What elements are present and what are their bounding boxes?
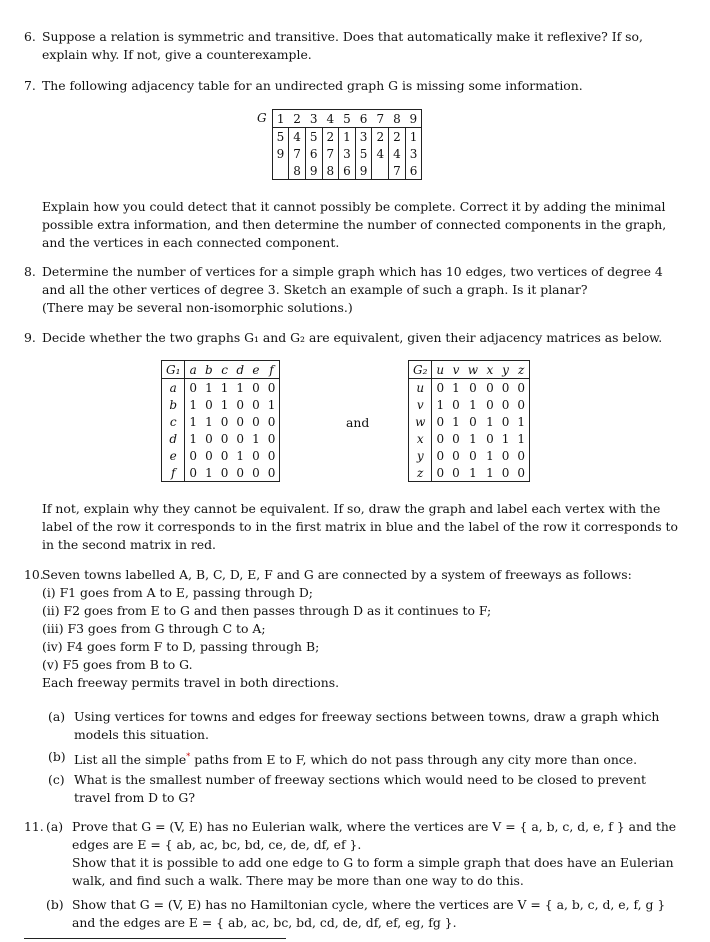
matrix-cell: 0 [252,465,260,480]
matrix-row [409,464,530,482]
matrix-col-header: c [217,361,233,379]
question-intro: The following adjacency table for an undirected graph G is missing some information. [42,78,583,93]
list-item: (i) F1 goes from A to E, passing through D; [42,585,313,600]
question-9-body [24,500,686,554]
matrix-cell: 1 [236,448,245,463]
adjacency-table [253,109,422,180]
matrix-col-header: d [232,361,248,379]
table-cell: 7 [289,145,306,162]
matrix-cell: 0 [236,414,245,429]
subquestion-text: What is the smallest number of freeway sections which would need to be closed to prevent travel from D to G? [74,772,646,805]
table-cell: 8 [389,110,406,128]
matrix-cell: 1 [486,465,494,480]
subquestion-text: List all the simple [74,752,187,768]
matrix-cell: 1 [205,414,213,429]
matrix-cell: 0 [486,397,494,412]
matrix-cell: 1 [220,397,229,412]
question-text: Determine the number of vertices for a simple graph which has 10 edges, two vertices of degree 4 and all the other vertices of degree 3. Sketch an example of such a graph. Is it planar? [42,264,663,297]
table-cell: 1 [272,110,289,128]
matrix-cell: 1 [486,414,494,429]
matrix-col-header: x [482,361,498,379]
matrix-col-header: b [201,361,217,379]
matrix-label: G₂ [409,361,432,379]
matrix-row [162,396,280,413]
question-text: Suppose a relation is symmetric and transitive. Does that automatically make it reflexive? If so, explain why. If not, give a counterexample. [42,29,643,62]
table-cell: 7 [372,110,389,128]
subquestion-label: (b) [48,749,66,764]
footnote-mark: * [186,752,191,761]
question-11a [46,818,686,890]
matrix-cell: 0 [252,414,260,429]
table-cell: 5 [305,128,322,146]
matrix-row-header: d [162,430,185,447]
matrix-row [162,430,280,447]
table-cell: 9 [355,162,372,180]
table-cell: 3 [339,145,356,162]
matrix-row [409,379,530,397]
question-10c [48,771,684,807]
matrix-cell: 0 [189,380,198,395]
list-item: (iv) F4 goes form F to D, passing through B; [42,639,320,654]
matrix-cell: 1 [252,431,260,446]
matrix-cell: 1 [436,397,445,412]
matrix-cell: 0 [220,448,229,463]
matrix-cell: 0 [501,380,510,395]
matrix-row [409,396,530,413]
matrix-row-header: z [409,464,432,482]
table-cell: 3 [405,145,422,162]
table-cell: 3 [305,110,322,128]
question-7 [24,77,686,95]
question-intro: Seven towns labelled A, B, C, D, E, F and G are connected by a system of freeways as follows: [42,567,632,582]
matrix-cell: 1 [517,414,525,429]
matrix-cell: 0 [501,397,510,412]
matrix-cell: 1 [501,431,510,446]
table-cell: 5 [355,145,372,162]
matrix-cell: 0 [469,380,477,395]
table-cell: 1 [339,128,356,146]
table-cell: 5 [339,110,356,128]
matrix-row [409,430,530,447]
list-item: (v) F5 goes from B to G. [42,657,193,672]
matrix-row-header: w [409,413,432,430]
table-cell: 7 [322,145,339,162]
matrix-cell: 0 [252,448,260,463]
subquestion-label: (b) [46,897,64,912]
matrix-cell: 0 [486,431,494,446]
matrix-cell: 1 [189,414,198,429]
subquestion-text: Prove that G = (V, E) has no Eulerian walk, where the vertices are V = { a, b, c, d, e, f } and the edges are E = { ab, ac, bc, bd, ce, de, df, ef }. [72,819,677,852]
matrix-cell: 1 [452,414,460,429]
matrix-cell: 0 [267,465,276,480]
matrix-cell: 1 [267,397,276,412]
subquestion-label: (a) [48,709,66,724]
matrix-cell: 0 [205,397,213,412]
question-10b [48,748,684,769]
matrix-row [162,413,280,430]
table-cell: 6 [405,162,422,180]
question-intro: Decide whether the two graphs G₁ and G₂ are equivalent, given their adjacency matrices as below. [42,330,663,345]
matrix-cell: 0 [436,465,445,480]
matrix-row-header: b [162,396,185,413]
matrix-cell: 1 [452,380,460,395]
matrix-row-header: e [162,447,185,464]
question-note: (There may be several non-isomorphic solutions.) [42,300,353,315]
table-cell: 7 [389,162,406,180]
table-label: G [257,110,267,125]
matrix-row-header: x [409,430,432,447]
matrix-cell: 0 [267,448,276,463]
table-cell [272,162,289,180]
matrix-cell: 0 [267,380,276,395]
question-number: 9. [24,330,36,345]
matrix-cell: 0 [205,448,213,463]
question-number: 10. [24,567,44,582]
matrix-cell: 1 [486,448,494,463]
subquestion-text: Using vertices for towns and edges for freeway sections between towns, draw a graph which models this situation. [74,709,660,742]
matrix-label: G₁ [162,361,185,379]
matrix-cell: 0 [267,414,276,429]
question-10 [24,566,686,692]
matrix-row-header: v [409,396,432,413]
matrix-cell: 0 [252,380,260,395]
subquestion-label: (c) [48,772,65,787]
matrix-cell: 0 [486,380,494,395]
matrix-cell: 0 [469,414,477,429]
table-cell: 4 [389,145,406,162]
table-cell: 6 [339,162,356,180]
matrix-cell: 0 [436,431,445,446]
table-cell [372,162,389,180]
table-cell: 1 [405,128,422,146]
matrix-cell: 0 [501,448,510,463]
matrix-cell: 1 [469,397,477,412]
matrix-cell: 0 [220,414,229,429]
table-cell: 3 [355,128,372,146]
matrix-row [409,447,530,464]
matrix-cell: 0 [220,431,229,446]
matrix-cell: 0 [436,448,445,463]
matrix-cell: 0 [501,414,510,429]
matrix-row-header: c [162,413,185,430]
matrix-cell: 0 [189,465,198,480]
matrix-col-header: w [464,361,482,379]
matrix-cell: 0 [436,414,445,429]
matrix-cell: 1 [517,431,525,446]
matrix-row-header: y [409,447,432,464]
subquestion-text-2: Show that it is possible to add one edge to G to form a simple graph that does have an Eulerian walk, and find such a walk. There may be more than one way to do this. [72,855,674,888]
matrix-col-header: v [448,361,464,379]
matrix-cell: 1 [189,397,198,412]
matrix-cell: 0 [236,397,245,412]
table-cell: 9 [305,162,322,180]
matrix-cell: 1 [205,380,213,395]
question-text: If not, explain why they cannot be equivalent. If so, draw the graph and label each vertex with the label of the row it corresponds to in the first matrix in blue and the label of the row it corresponds to in the second matrix in red. [42,501,678,552]
question-10a [48,708,684,744]
question-7-body [24,198,686,252]
adjacency-matrix-g2 [408,360,530,482]
matrix-col-header: f [264,361,280,379]
table-cell: 4 [289,128,306,146]
question-9 [24,329,686,347]
matrix-row [162,447,280,464]
matrix-cell: 1 [189,431,198,446]
matrix-col-header: a [185,361,201,379]
question-6 [24,28,686,64]
matrix-col-header: y [498,361,514,379]
table-cell: 5 [272,128,289,146]
table-cell: 2 [372,128,389,146]
table-cell: 9 [272,145,289,162]
matrix-row-header: u [409,379,432,397]
matrix-cell: 0 [517,380,525,395]
matrix-row [409,413,530,430]
question-8 [24,263,686,317]
question-text: Explain how you could detect that it cannot possibly be complete. Correct it by adding the minimal possible extra information, and then determine the number of connected components in the graph, and the vertices in each connected component. [42,199,667,250]
matrix-cell: 1 [236,380,245,395]
matrix-cell: 0 [452,448,460,463]
table-cell: 4 [372,145,389,162]
matrix-row-header: f [162,464,185,482]
footnote-rule [24,938,286,939]
matrix-cell: 0 [517,397,525,412]
matrix-row-header: a [162,379,185,397]
question-number: 8. [24,264,36,279]
table-cell: 8 [289,162,306,180]
and-connector: and [346,415,370,430]
matrix-cell: 0 [452,431,460,446]
matrix-cell: 0 [469,448,477,463]
table-cell: 2 [389,128,406,146]
table-cell: 6 [305,145,322,162]
matrix-cell: 0 [452,397,460,412]
matrix-row [162,464,280,482]
table-cell: 2 [289,110,306,128]
matrix-cell: 0 [205,431,213,446]
matrix-cell: 0 [236,465,245,480]
table-cell: 4 [322,110,339,128]
matrix-cell: 0 [517,448,525,463]
question-number: 7. [24,78,36,93]
question-outro: Each freeway permits travel in both directions. [42,675,340,690]
matrix-cell: 1 [469,465,477,480]
subquestion-text-cont: paths from E to F, which do not pass through any city more than once. [190,752,638,768]
matrix-cell: 0 [252,397,260,412]
matrix-cell: 0 [220,465,229,480]
list-item: (iii) F3 goes from G through C to A; [42,621,266,636]
question-number: 6. [24,29,36,44]
matrix-cell: 1 [220,380,229,395]
subquestion-text: Show that G = (V, E) has no Hamiltonian cycle, where the vertices are V = { a, b, c, d, e, f, g } and the edges are E = { ab, ac, bc, bd, cd, de, df, ef, eg, fg }. [72,897,666,930]
matrix-cell: 0 [267,431,276,446]
matrix-cell: 0 [452,465,460,480]
matrix-cell: 0 [236,431,245,446]
matrix-row [162,379,280,397]
table-cell: 8 [322,162,339,180]
table-cell: 2 [322,128,339,146]
matrix-cell: 1 [205,465,213,480]
matrix-cell: 1 [469,431,477,446]
adjacency-matrix-g1 [161,360,280,482]
list-item: (ii) F2 goes from E to G and then passes through D as it continues to F; [42,603,492,618]
question-11b [46,896,686,932]
subquestion-label: (a) [46,819,64,834]
matrix-cell: 0 [517,465,525,480]
matrix-col-header: u [432,361,448,379]
question-number: 11. [24,819,44,834]
table-cell: 9 [405,110,422,128]
matrix-col-header: e [248,361,264,379]
matrix-col-header: z [513,361,529,379]
matrix-cell: 0 [189,448,198,463]
matrix-cell: 0 [436,380,445,395]
matrix-cell: 0 [501,465,510,480]
table-cell: 6 [355,110,372,128]
